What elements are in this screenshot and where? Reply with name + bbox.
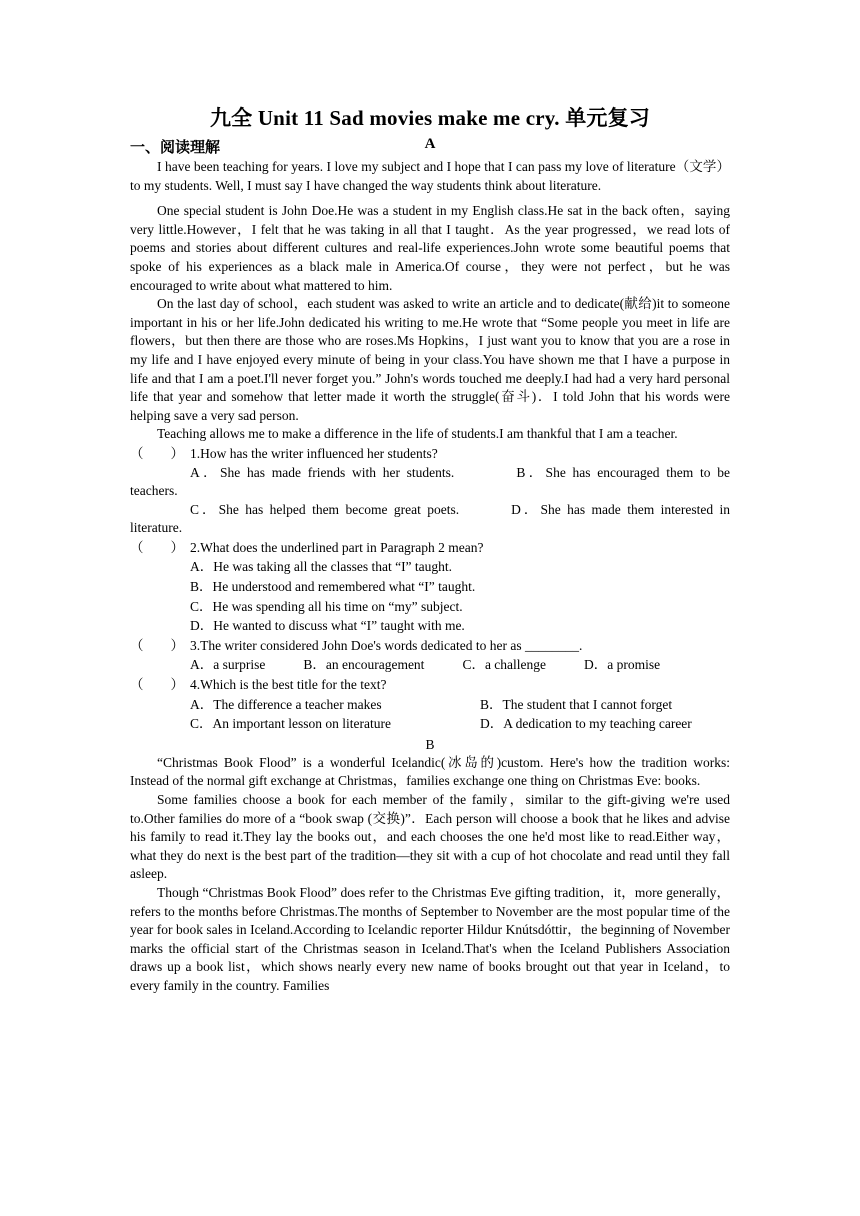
passage-a-paragraph-4: Teaching allows me to make a difference in the life of students.I am thankful that I am a teacher.: [157, 426, 678, 442]
option-a: A．She has made friends with her students.: [190, 464, 455, 480]
question-2: [130, 538, 730, 558]
question-4: [130, 675, 730, 695]
answer-blank[interactable]: （ ）: [130, 637, 184, 653]
option-b: B．He understood and remembered what “I” taught.: [190, 579, 476, 595]
question-1-options-ab: [130, 464, 730, 501]
question-1-options-cd: [130, 501, 730, 538]
answer-blank[interactable]: （ ）: [130, 539, 184, 555]
option-c: C．An important lesson on literature: [190, 716, 391, 732]
question-3-options: [130, 655, 730, 675]
answer-blank[interactable]: （ ）: [130, 677, 184, 693]
option-c: C．She has helped them become great poets.: [190, 501, 460, 517]
passage-b-paragraph-3: Though “Christmas Book Flood” does refer to the Christmas Eve gifting tradition，it，more generally，refers to the months before Christmas.The months of September to November are the most popular time of the year for book sales in Iceland.According to Icelandic reporter Hildur Knútsdóttir，the beginning of November marks the official start of the Christmas season in Iceland.That's when the Iceland Publishers Association draws up a book list，which shows nearly every new name of books brought out that year in Iceland，to every family in the country. Families: [130, 884, 730, 993]
answer-blank[interactable]: （ ）: [130, 445, 184, 461]
option-a: A．The difference a teacher makes: [190, 696, 382, 712]
question-1: [130, 444, 730, 464]
question-1-stem: 1.How has the writer influenced her students?: [190, 445, 438, 461]
passage-b-label: B: [425, 736, 435, 752]
section-heading: 一、阅读理解: [130, 140, 221, 156]
section-heading-row: [130, 136, 730, 158]
passage-a-paragraph-3: On the last day of school，each student was asked to write an article and to dedicate(献给)it to someone important in his or her life.John dedicated his writing to me.He wrote that “Some people you meet in life are flowers，but then there are those who are roses.Ms Hopkins，I just want you to know that you are a rose in my life and I have enjoyed every minute of being in your class.You have shown me that I have a purpose in life and that I am a poet.I'll never forget you.” John's words touched me deeply.I had had a very hard personal life that year and somehow that letter made it worth the struggle(奋斗)．I told John that his words were helping save a very sad person.: [130, 296, 730, 423]
passage-a-label: A: [424, 136, 436, 152]
option-c: C．He was spending all his time on “my” subject.: [190, 598, 463, 614]
question-4-stem: 4.Which is the best title for the text?: [190, 677, 387, 693]
passage-b-paragraph-2: Some families choose a book for each member of the family，similar to the gift-giving we're used to.Other families do more of a “book swap (交换)”．Each person will choose a book that he likes and advise his family to read it.They lay the books out，and each chooses the one he'd most like to read.Either way，what they do next is the best part of the tradition—they sit with a cup of hot chocolate and read until they fall asleep.: [130, 792, 730, 882]
option-a: A．a surprise: [190, 657, 266, 673]
question-3: [130, 636, 730, 656]
question-3-stem: 3.The writer considered John Doe's words dedicated to her as ________.: [190, 637, 583, 653]
question-2-stem: 2.What does the underlined part in Paragraph 2 mean?: [190, 539, 484, 555]
passage-a-paragraph-2: One special student is John Doe.He was a student in my English class.He sat in the back often，saying very little.However，I felt that he was taking in all that I taught．As the year progressed，we read lots of poems and stories about different cultures and real-life experiences.John wrote some beautiful poems that spoke of his experiences as a black male in America.Of course，they were not perfect，but he was encouraged to write about what mattered to him.: [130, 203, 730, 293]
option-d: D．He wanted to discuss what “I” taught with me.: [190, 618, 465, 634]
passage-a-paragraph-1: I have been teaching for years. I love my subject and I hope that I can pass my love of literature（文学）to my students. Well, I must say I have changed the way students think about literature.: [130, 159, 730, 193]
worksheet-page: [130, 104, 730, 996]
option-c: C．a challenge: [462, 657, 547, 673]
option-d: D．A dedication to my teaching career: [480, 716, 692, 732]
option-b: B．an encouragement: [303, 657, 425, 673]
passage-b-paragraph-1: “Christmas Book Flood” is a wonderful Icelandic(冰岛的)custom. Here's how the tradition works: Instead of the normal gift exchange at Christmas，families exchange one thing on Christmas Eve: books.: [130, 754, 730, 789]
question-4-options-cd: [130, 714, 730, 734]
option-d: D．She has made them interested in literature.: [130, 501, 731, 536]
option-b: B．The student that I cannot forget: [480, 696, 673, 712]
option-b: B．She has encouraged them to be teachers.: [130, 464, 730, 499]
question-4-options-ab: [130, 695, 730, 715]
option-d: D．a promise: [584, 657, 661, 673]
option-a: A．He was taking all the classes that “I” taught.: [190, 559, 453, 575]
page-title: 九全 Unit 11 Sad movies make me cry. 单元复习: [209, 106, 651, 130]
